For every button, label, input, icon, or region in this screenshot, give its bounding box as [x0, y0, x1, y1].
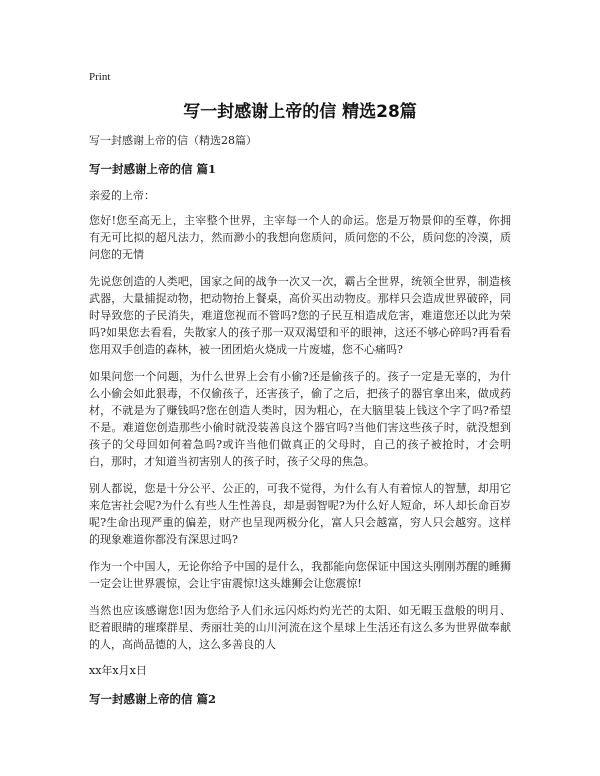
letter-date: xx年x月x日: [89, 664, 147, 677]
section-heading-1: 写一封感谢上帝的信 篇1: [89, 162, 217, 176]
section-heading-2: 写一封感谢上帝的信 篇2: [89, 692, 217, 706]
document-subtitle: 写一封感谢上帝的信（精选28篇）: [89, 134, 257, 147]
paragraph: 别人都说，您是十分公平、公正的，可我不觉得，为什么有人有着惊人的智慧，却用它来危害社会呢?为什么有些人生性善良，却是弱智呢?为什么好人短命，坏人却长命百岁呢?生命出现严重的偏差，财产也呈现两极分化，富人只会越富，穷人只会越穷。这样的现象难道你都没有深思过吗?: [89, 482, 511, 546]
salutation: 亲爱的上帝：: [89, 189, 155, 202]
paragraph: 如果问您一个问题，为什么世界上会有小偷?还是偷孩子的。孩子一定是无辜的，为什么小偷会如此狠毒，不仅偷孩子，还害孩子，偷了之后，把孩子的器官拿出来，做成药材，不就是为了赚钱吗?您在创造人类时，因为粗心，在大脑里装上钱这个字了吗?希望不是。难道您创造那些小偷时就没装善良这个器官吗?当他们害这些孩子时，就没想到孩子的父母回如何着急吗?或许当他们做真正的父母时，自己的孩子被抢时，才会明白，那时，才知道当初害别人的孩子时，孩子父母的焦急。: [89, 370, 511, 468]
paragraph: 作为一个中国人，无论你给予中国的是什么，我都能向您保证中国这头刚刚苏醒的睡狮一定会让世界震惊，会让宇宙震惊!这头雄狮会让您震惊!: [89, 560, 511, 590]
paragraph: 当然也应该感谢您!因为您给予人们永远闪烁灼灼光芒的太阳、如无暇玉盘般的明月、眨着眼睛的璀璨群星、秀丽壮美的山川河流在这个星球上生活还有这么多为世界做奉献的人，高尚品德的人，这么多善良的人: [89, 604, 511, 651]
paragraph: 先说您创造的人类吧，国家之间的战争一次又一次，霸占全世界，统领全世界，制造核武器，大量捕捉动物，把动物抬上餐桌，高价买出动物皮。那样只会造成世界破碎，同时导致您的子民消失，难道您视而不管吗?您的子民互相造成危害，难道您还以此为荣吗?如果您去看看，失散家人的孩子那一双双渴望和平的眼神，这还不够心碎吗?再看看您用双手创造的森林，被一团团焰火烧成一片废墟，您不心痛吗?: [89, 275, 511, 356]
document-title: 写一封感谢上帝的信 精选28篇: [183, 102, 417, 122]
paragraph: 您好!您至高无上，主宰整个世界，主宰每一个人的命运。您是万物景仰的至尊，你拥有无可比拟的超凡法力，然而渺小的我想向您质问，质问您的不公，质问您的冷漠，质问您的无情: [89, 214, 511, 261]
print-label: Print: [89, 71, 111, 83]
